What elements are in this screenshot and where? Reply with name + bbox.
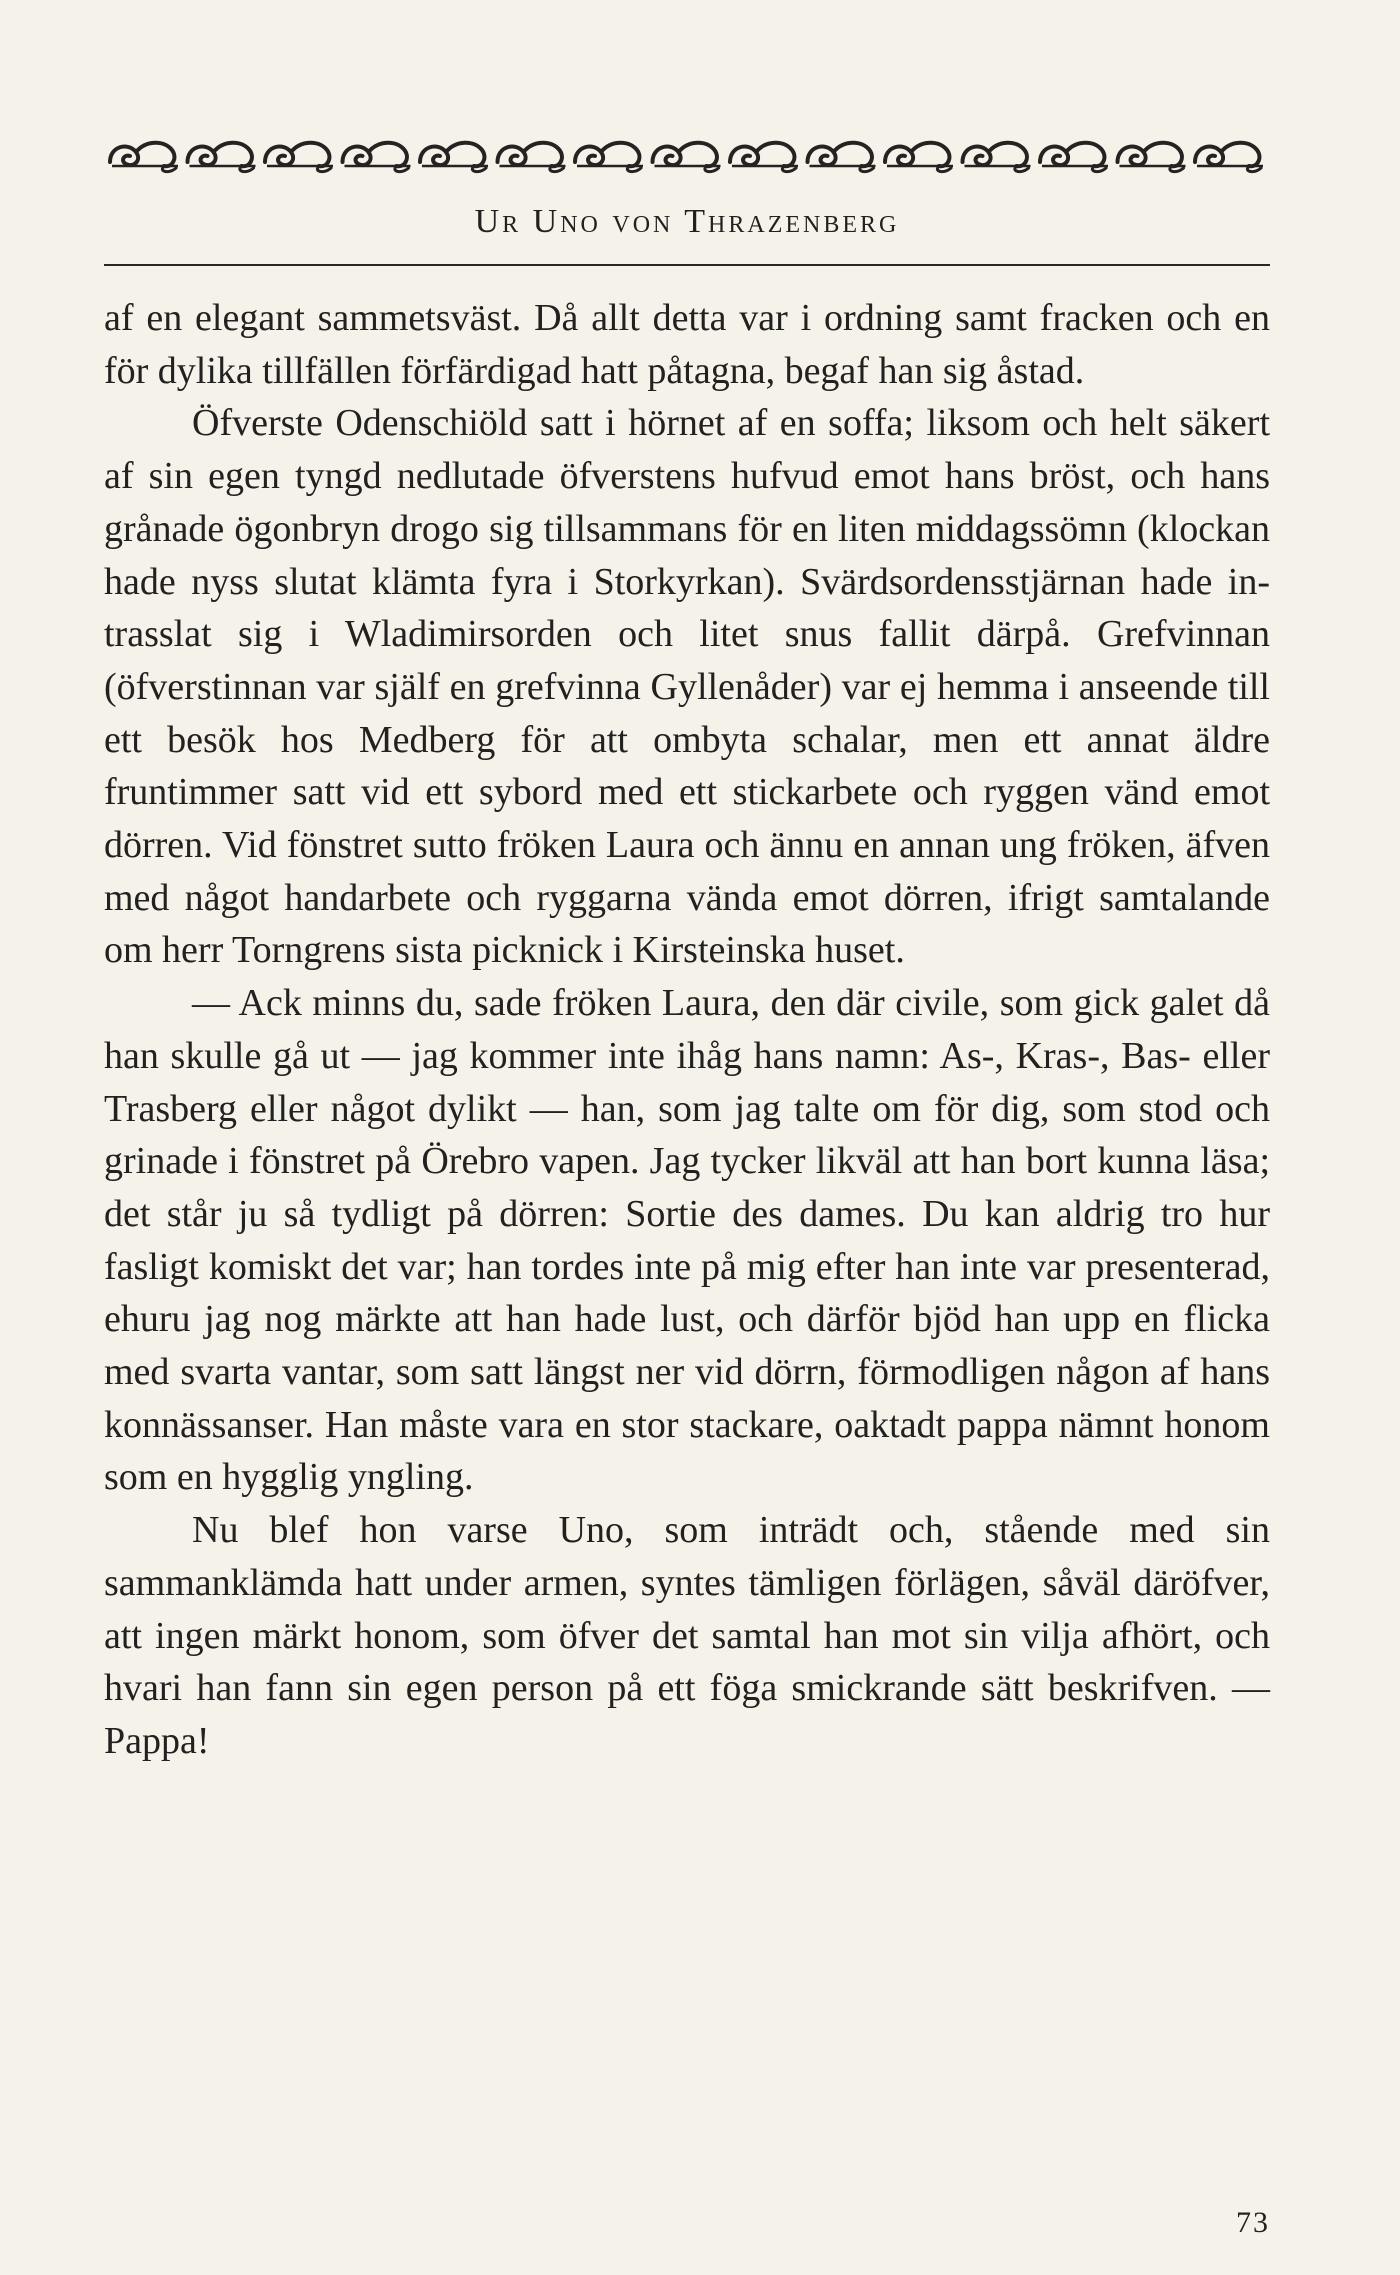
paragraph-2: Öfverste Odenschiöld satt i hörnet af en soffa; liksom och helt säkert af sin egen tyngd nedlutade öfverstens hufvud emot hans bröst, och hans grånade ögonbryn drogo sig tillsammans för en liten middagssömn (klockan hade nyss slutat klämta fyra i Storkyrkan). Svärdsordensstjärnan hade intrasslat sig i Wladimirsorden och litet snus fallit därpå. Grefvinnan (öfverstinnan var själf en grefvinna Gyllenåder) var ej hemma i anseende till ett besök hos Medberg för att ombyta schalar, men ett annat äldre fruntimmer satt vid ett sybord med ett stickarbete och ryggen vänd emot dörren. Vid fönstret sutto fröken Laura och ännu en annan ung fröken, äfven med något handarbete och ryggarna vända emot dörren, ifrigt samtalande om herr Torngrens sista picknick i Kirsteinska huset. <box>104 402 1270 972</box>
page-number: 73 <box>1236 2206 1270 2239</box>
header-ornament <box>104 130 1270 176</box>
body-text <box>104 292 1270 1768</box>
running-head-text: Ur Uno von Thrazenberg <box>474 203 900 240</box>
paragraph-1: af en elegant sammetsväst. Då allt detta var i ordning samt fracken och en för dylika tillfällen förfärdigad hatt påtagna, begaf han sig åstad. <box>104 297 1270 392</box>
book-page <box>104 130 1270 2240</box>
header-rule <box>104 264 1270 266</box>
paragraph-3: — Ack minns du, sade fröken Laura, den där civile, som gick galet då han skulle gå ut — jag kommer inte ihåg hans namn: As-, Kras-, Bas- eller Trasberg eller något dylikt — han, som jag talte om för dig, som stod och grinade i fönstret på Örebro vapen. Jag tycker likväl att han bort kunna läsa; det står ju så tydligt på dörren: Sortie des dames. Du kan aldrig tro hur fasligt komiskt det var; han tordes inte på mig efter han inte var presenterad, ehuru jag nog märkte att han hade lust, och därför bjöd han upp en flicka med svarta vantar, som satt längst ner vid dörrn, förmodligen någon af hans konnässanser. Han måste vara en stor stackare, oaktadt pappa nämnt honom som en hygglig yngling. <box>104 982 1270 1499</box>
running-head <box>104 202 1270 242</box>
paragraph-4: Nu blef hon varse Uno, som inträdt och, stående med sin sammanklämda hatt under armen, syntes tämligen förlägen, såväl däröfver, att ingen märkt honom, som öfver det samtal han mot sin vilja afhört, och hvari han fann sin egen person på ett föga smickrande sätt beskrifven. — Pappa! <box>104 1509 1270 1762</box>
